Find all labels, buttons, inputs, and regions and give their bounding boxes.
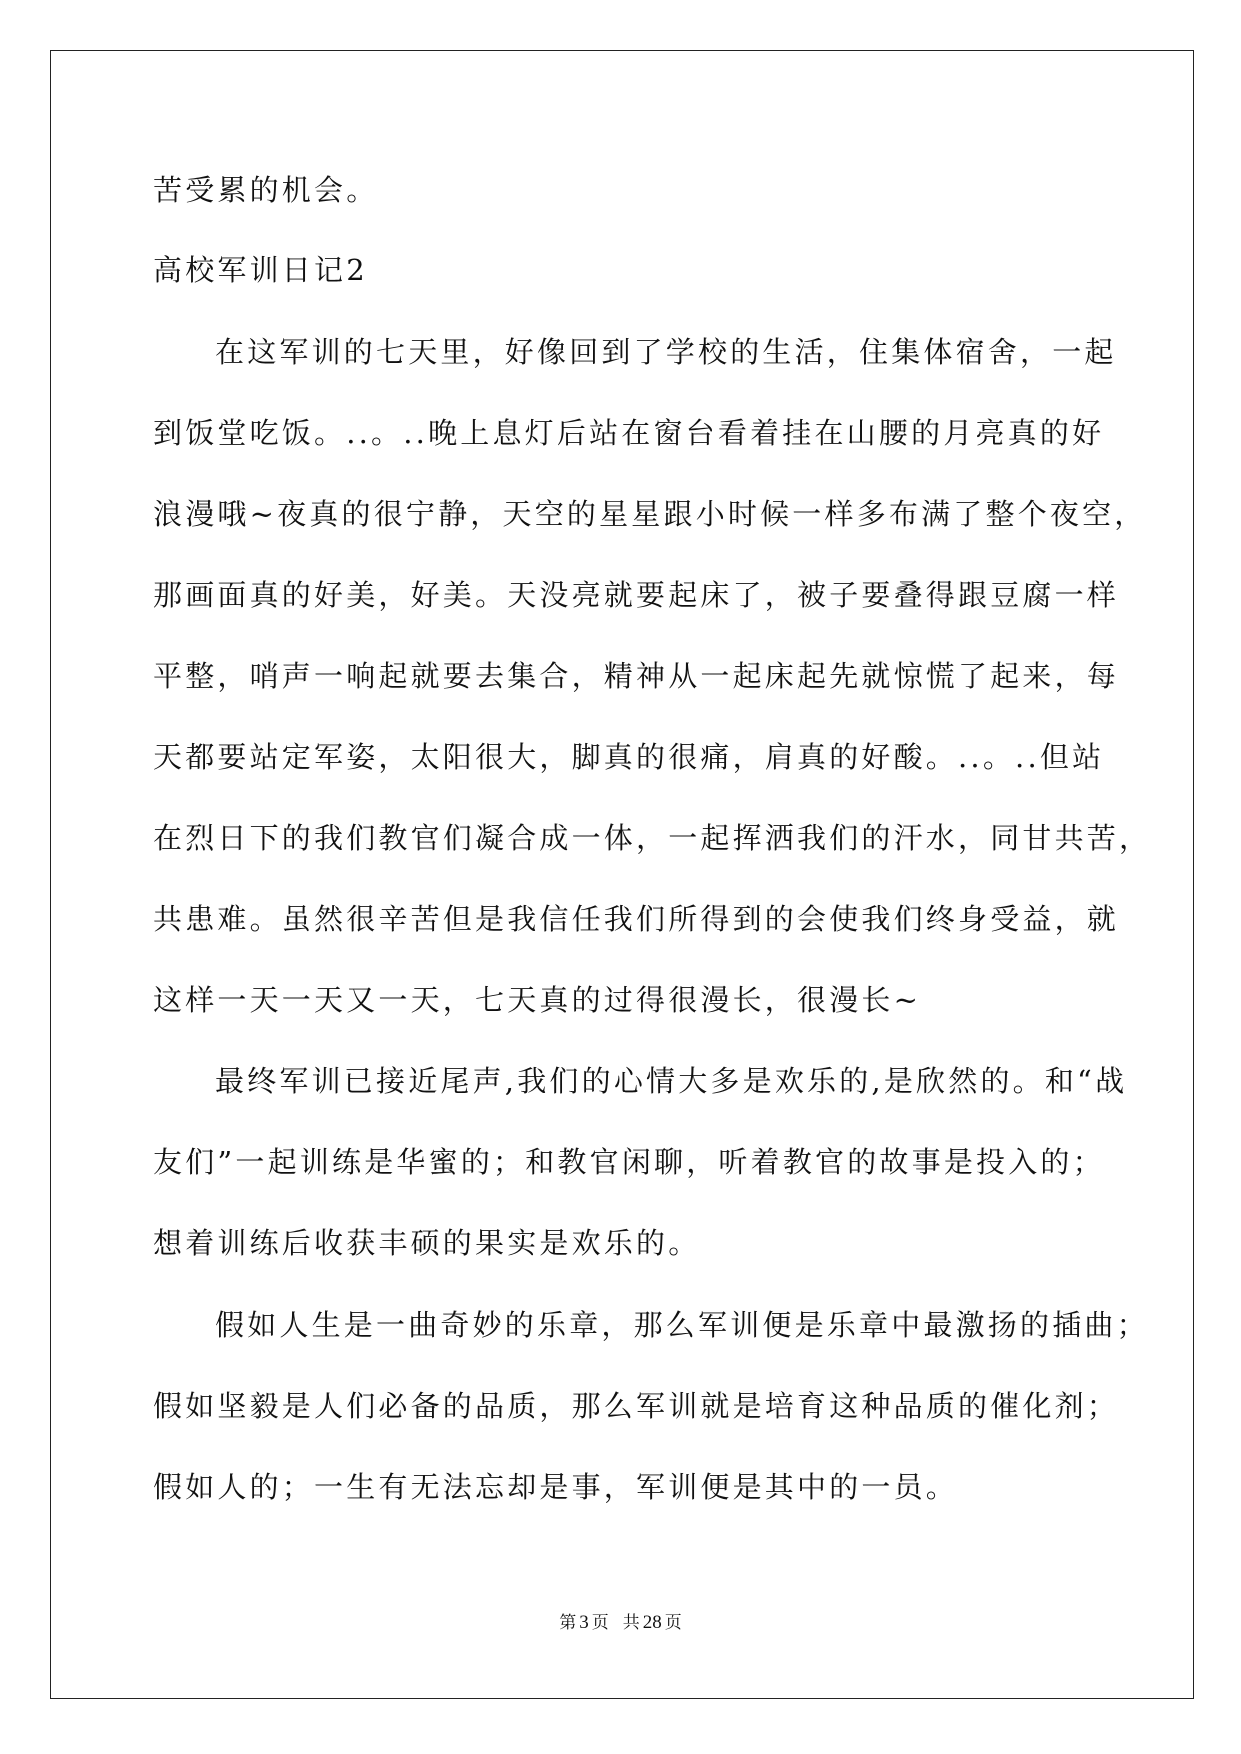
text-line: 平整，哨声一响起就要去集合，精神从一起床起先就惊慌了起来，每 xyxy=(153,659,1120,693)
page-number: 3 xyxy=(579,1612,589,1633)
footer-page-suffix: 页 xyxy=(591,1613,609,1633)
section-heading: 高校军训日记2 xyxy=(153,253,368,287)
page-footer xyxy=(0,1612,1241,1634)
text-line: 友们”一起训练是华蜜的；和教官闲聊，听着教官的故事是投入的； xyxy=(153,1145,1105,1179)
footer-total-suffix: 页 xyxy=(664,1613,682,1633)
total-pages: 28 xyxy=(642,1612,662,1633)
page-border xyxy=(50,50,1194,1699)
text-line: 那画面真的好美，好美。天没亮就要起床了，被子要叠得跟豆腐一样 xyxy=(153,578,1120,612)
text-line: 这样一天一天又一天，七天真的过得很漫长，很漫长~ xyxy=(153,983,922,1017)
text-line: 天都要站定军姿，太阳很大，脚真的很痛，肩真的好酸。..。..但站 xyxy=(153,740,1105,774)
text-line: 在这军训的七天里，好像回到了学校的生活，住集体宿舍，一起 xyxy=(215,335,1117,369)
text-line: 在烈日下的我们教官们凝合成一体，一起挥洒我们的汗水，同甘共苦， xyxy=(153,821,1152,855)
text-line: 想着训练后收获丰硕的果实是欢乐的。 xyxy=(153,1226,701,1260)
footer-prefix: 第 xyxy=(559,1613,577,1633)
text-line: 浪漫哦~夜真的很宁静，天空的星星跟小时候一样多布满了整个夜空， xyxy=(153,497,1147,531)
text-line: 到饭堂吃饭。..。..晚上息灯后站在窗台看着挂在山腰的月亮真的好 xyxy=(153,416,1105,450)
text-line: 假如人生是一曲奇妙的乐章，那么军训便是乐章中最激扬的插曲； xyxy=(215,1308,1149,1342)
text-line: 苦受累的机会。 xyxy=(153,173,379,207)
text-line: 共患难。虽然很辛苦但是我信任我们所得到的会使我们终身受益，就 xyxy=(153,902,1120,936)
text-line: 假如人的；一生有无法忘却是事，军训便是其中的一员。 xyxy=(153,1470,959,1504)
footer-total-prefix: 共 xyxy=(622,1613,640,1633)
text-line: 假如坚毅是人们必备的品质，那么军训就是培育这种品质的催化剂； xyxy=(153,1389,1120,1423)
text-line: 最终军训已接近尾声,我们的心情大多是欢乐的,是欣然的。和“战 xyxy=(215,1064,1128,1098)
